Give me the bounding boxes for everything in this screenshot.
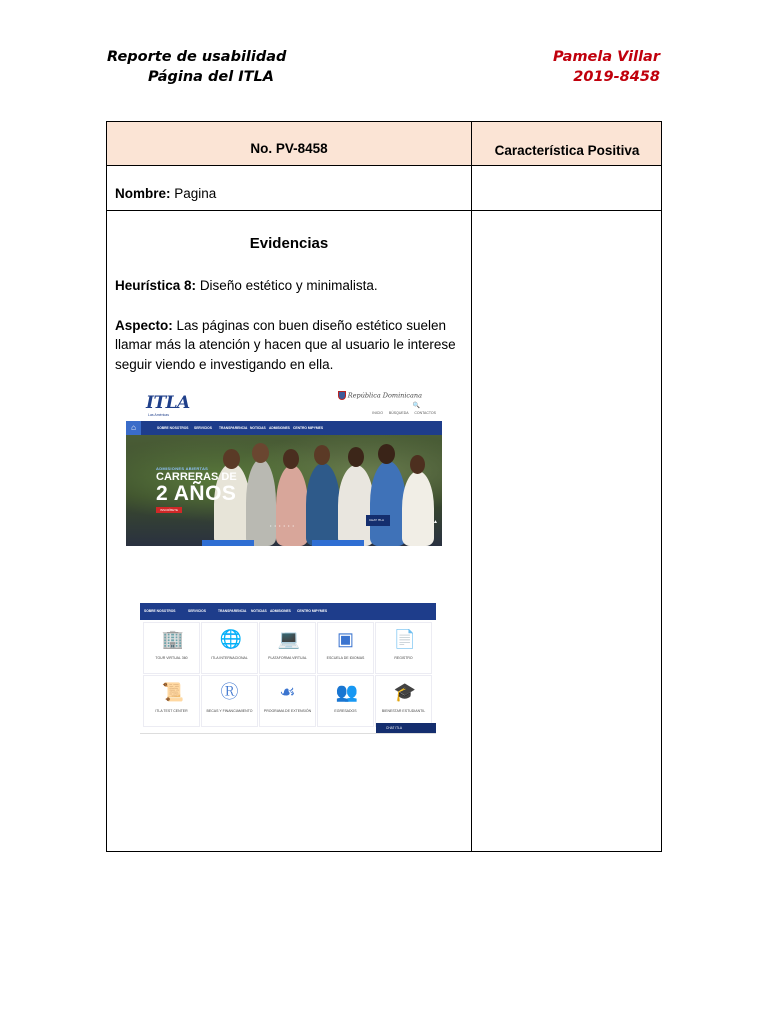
nav-item[interactable]: ADMISIONES	[270, 609, 291, 613]
report-number-header: No. PV-8458	[250, 141, 328, 156]
government-logo	[338, 391, 422, 400]
name-cell	[115, 186, 216, 201]
nav-item[interactable]: SERVICIOS	[194, 425, 212, 430]
certificate-icon: 📜	[161, 682, 184, 702]
student-id: 2019-8458	[573, 69, 660, 85]
network-icon: ☙	[279, 682, 296, 702]
name-label: Nombre:	[115, 186, 171, 201]
blue-strip	[312, 540, 364, 546]
column-divider	[471, 122, 472, 851]
service-tile-label: REGISTRO	[394, 656, 413, 660]
service-tile-label: ESCUELA DE IDIOMAS	[326, 656, 365, 660]
site-header	[126, 388, 442, 421]
hero-cta-button[interactable]: INSCRÍBETE	[156, 507, 182, 513]
student-icon: 🎓	[393, 682, 416, 702]
heuristic-label: Heurística 8:	[115, 278, 197, 293]
student-photo	[402, 471, 434, 546]
evidence-title: Evidencias	[249, 235, 329, 252]
service-tile[interactable]	[375, 675, 432, 727]
service-tile[interactable]	[143, 675, 200, 727]
student-photo	[252, 443, 269, 463]
service-tile[interactable]	[317, 622, 374, 674]
home-icon[interactable]: ⌂	[126, 421, 141, 435]
service-tile-label: EGRESADOS	[334, 709, 357, 713]
language-icon: ▣	[336, 629, 354, 649]
heuristic-value: Diseño estético y minimalista.	[199, 278, 378, 293]
report-title-line1: Reporte de usabilidad	[107, 49, 287, 65]
service-tile[interactable]	[201, 622, 258, 674]
service-tile[interactable]	[317, 675, 374, 727]
scroll-up-icon[interactable]: ▲	[433, 519, 438, 525]
itla-logo: ITLA	[146, 393, 190, 413]
carousel-dots[interactable]: • • • • • •	[270, 523, 295, 528]
service-tile-label: PLATAFORMA VIRTUAL	[268, 656, 307, 660]
student-photo	[306, 463, 340, 546]
hero-banner[interactable]	[126, 435, 442, 546]
student-photo	[348, 447, 364, 467]
nav-item[interactable]: TRANSPARENCIA	[219, 425, 248, 430]
service-tile[interactable]	[259, 675, 316, 727]
nav-item[interactable]: SOBRE NOSOTROS	[144, 609, 176, 613]
nav-item[interactable]: NOTICIAS	[251, 609, 267, 613]
student-photo	[223, 449, 240, 469]
itla-services-screenshot	[140, 603, 436, 734]
hero-tagline: ADMISIONES ABIERTAS	[156, 466, 209, 471]
itla-logo-subtitle: Las Américas	[148, 413, 170, 417]
student-photo	[338, 465, 374, 546]
report-title-line2: Página del ITLA	[148, 69, 274, 85]
student-photo	[314, 445, 330, 465]
student-photo	[246, 459, 276, 546]
author-block	[553, 47, 660, 87]
student-photo	[276, 465, 308, 546]
site-navbar	[126, 421, 442, 435]
top-links[interactable]: INICIO BÚSQUEDA CONTACTOS	[372, 411, 436, 415]
nav-item[interactable]: NOTICIAS	[250, 425, 266, 430]
government-logo-text: República Dominicana	[347, 391, 422, 400]
search-icon[interactable]: 🔍	[412, 403, 420, 409]
student-photo	[410, 455, 425, 474]
positive-feature-header: Característica Positiva	[494, 143, 640, 158]
nav-item[interactable]: TRANSPARENCIA	[218, 609, 247, 613]
heuristic-line	[115, 278, 378, 293]
laptop-icon: 💻	[277, 629, 300, 649]
itla-homepage-screenshot	[126, 388, 442, 546]
service-tile-label: TOUR VIRTUAL 360	[155, 656, 188, 660]
building-icon: 🏢	[161, 629, 184, 649]
aspect-label: Aspecto:	[115, 318, 173, 333]
student-photo	[370, 461, 406, 546]
service-tile[interactable]	[259, 622, 316, 674]
student-photo	[378, 444, 395, 464]
service-tile-label: BECAS Y FINANCIAMIENTO	[206, 709, 253, 713]
student-photo	[283, 449, 299, 469]
author-name: Pamela Villar	[552, 49, 660, 65]
nav-item[interactable]: SOBRE NOSOTROS	[157, 425, 189, 430]
globe-icon: 🌐	[219, 629, 242, 649]
nav-item[interactable]: SERVICIOS	[188, 609, 206, 613]
service-tile-label: PROGRAMA DE EXTENSIÓN	[263, 709, 312, 713]
blue-strip	[202, 540, 254, 546]
report-title	[107, 47, 286, 87]
service-tile-label: ITLA INTERNACIONAL	[211, 656, 248, 660]
hero-heading-line2: 2 AÑOS	[156, 482, 237, 505]
shield-icon	[338, 391, 346, 400]
chat-button[interactable]: CHAT ITLA	[366, 515, 390, 526]
nav-item[interactable]: CENTRO MIPYMES	[293, 425, 324, 430]
service-tile[interactable]	[375, 622, 432, 674]
hero-heading-line1: CARRERAS DE	[156, 471, 237, 483]
graduates-icon: 👥	[335, 682, 358, 702]
aspect-value: Las páginas con buen diseño estético suelen llamar más la atención y hacen que al usuario le interese seguir viendo e investigando en ella.	[115, 318, 456, 372]
nav-item[interactable]: CENTRO MIPYMES	[297, 609, 328, 613]
service-tile[interactable]	[143, 622, 200, 674]
service-tile-label: ITLA TEST CENTER	[155, 709, 188, 713]
chat-button[interactable]: CHAT ITLA	[376, 723, 436, 734]
service-tile[interactable]	[201, 675, 258, 727]
document-icon: 📄	[393, 629, 416, 649]
site-navbar	[140, 603, 436, 620]
nav-item[interactable]: ADMISIONES	[269, 425, 290, 430]
money-hand-icon: Ⓡ	[220, 682, 239, 702]
aspect-paragraph	[115, 316, 465, 374]
service-tile-label: BIENESTAR ESTUDIANTIL	[381, 709, 426, 713]
name-value: Pagina	[174, 186, 217, 201]
